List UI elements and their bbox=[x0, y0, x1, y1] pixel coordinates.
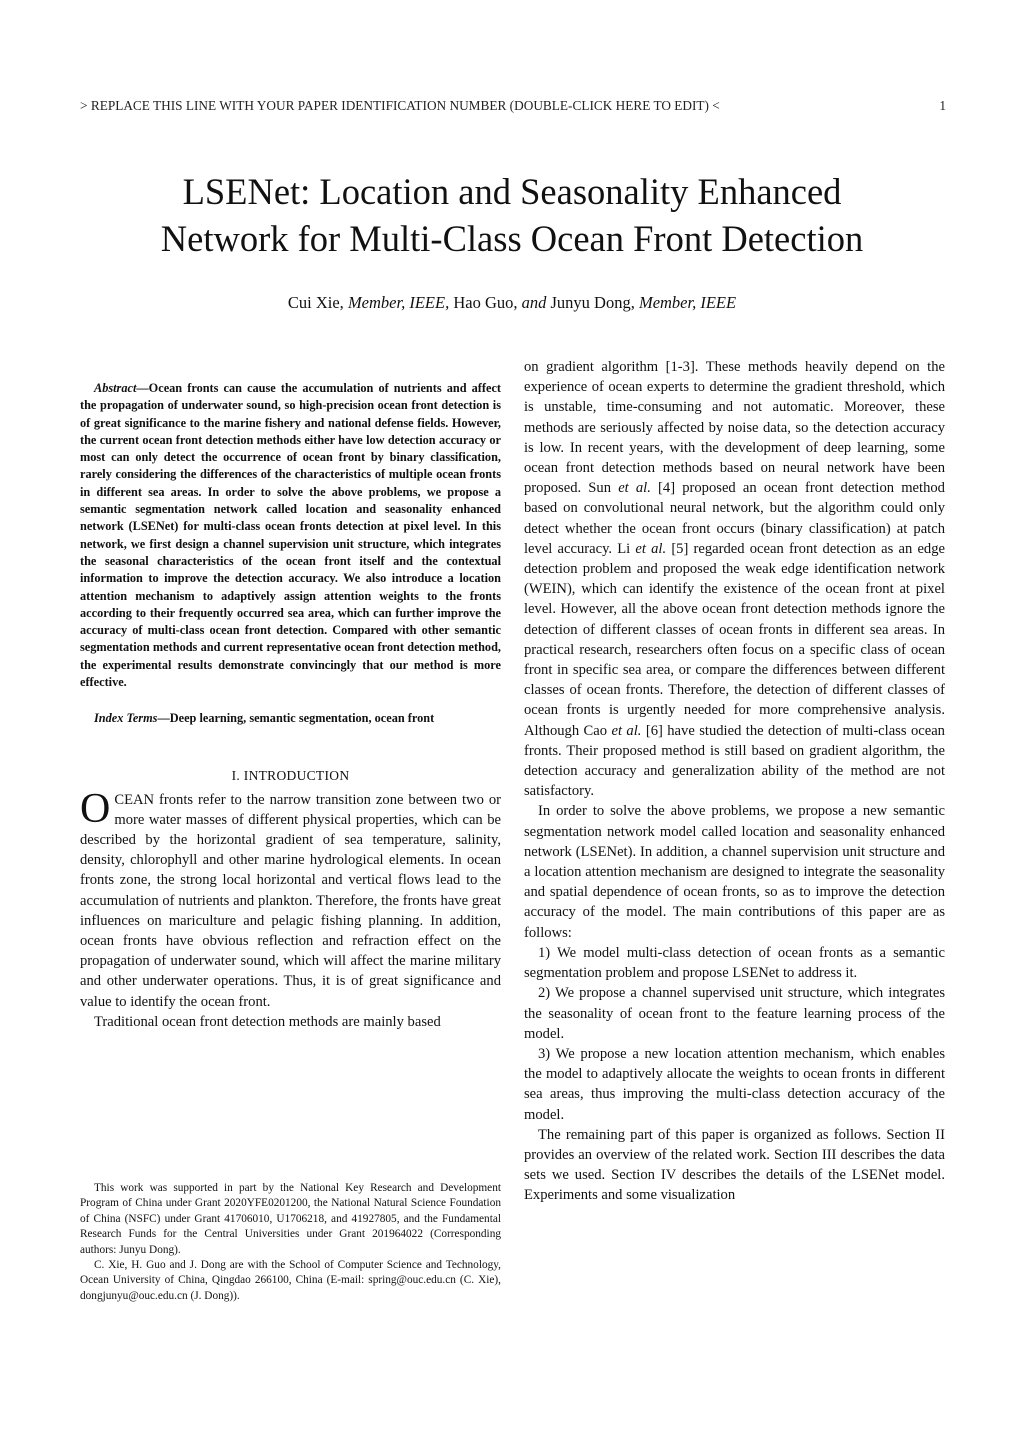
section-heading-introduction bbox=[80, 768, 501, 784]
footnote bbox=[80, 1181, 501, 1304]
contribution-2: 2) We propose a channel supervised unit structure, which integrates the seasonality of ocean front to the feature learning process of the model. bbox=[524, 985, 945, 1042]
right-p1-etal-2: et al. bbox=[635, 540, 667, 557]
right-p1-c: [5] regarded ocean front detection as an edge detection problem and proposed the weak edge identification network (WEIN), which can identify the existence of the ocean front at pixel level. However, all the above ocean front detection methods ignore the detection of different classes of ocean fronts in different sea areas. In practical research, researchers often focus on a specific class of ocean front in specific sea area, or compare the differences between different classes of ocean fronts. Therefore, the detection of different classes of ocean fronts is urgently needed for more comprehensive analysis. Although Cao bbox=[524, 540, 945, 739]
author-3: Junyu Dong, bbox=[550, 293, 635, 312]
left-column bbox=[80, 380, 501, 1032]
right-p1-etal-3: et al. bbox=[611, 722, 642, 739]
abstract-text: Ocean fronts can cause the accumulation of nutrients and affect the propagation of underwater sound, so high-precision ocean front detection is of great significance to the marine fishery and national defense fields. However, the current ocean front detection methods either have low detection accuracy or most can only detect the occurrence of ocean front by binary classification, rarely considering the differences of the characteristics of multiple ocean fronts in different sea areas. In order to solve the above problems, we propose a semantic segmentation network called location and seasonality enhanced network (LSENet) for multi-class ocean fronts detection at pixel level. In this network, we first design a channel supervision unit structure, which integrates the seasonal characteristics of the ocean front itself and the contextual information to improve the detection accuracy. We also introduce a location attention mechanism to adaptively assign attention weights to the fronts according to their frequently occurred sea area, which can further improve the accuracy of multi-class ocean front detection. Compared with other semantic segmentation methods and current representative ocean front detection method, the experimental results demonstrate convincingly that our method is more effective. bbox=[80, 381, 501, 690]
section-title-rest: NTRODUCTION bbox=[248, 767, 350, 783]
section-title-initial: I bbox=[243, 767, 249, 783]
intro-paragraph-1-text: CEAN fronts refer to the narrow transition zone between two or more water masses of different physical properties, which can be described by the horizontal gradient of sea temperature, salinity, density, chlorophyll and other marine hydrological elements. In ocean fronts zone, the strong local horizontal and vertical flows lead to the accumulation of nutrients and plankton. Therefore, the fronts have great influences on mariculture and pelagic fishing planning. In addition, ocean fronts have obvious reflection and refraction effect on the propagation of underwater sound, which will affect the marine military and other underwater operations. Thus, it is of great significance and value to identify the ocean front. bbox=[80, 791, 501, 1010]
right-p1-d: [6] have studied the detection of multi-class ocean fronts. Their proposed method is still based on gradient algorithm, the detection accuracy and generalization ability of the method are not satisfactory. bbox=[524, 722, 945, 800]
right-paragraph-1 bbox=[524, 357, 945, 801]
page-number: 1 bbox=[939, 98, 946, 113]
abstract bbox=[80, 380, 501, 691]
author-1-role: Member, IEEE, bbox=[347, 293, 450, 312]
right-paragraph-2: In order to solve the above problems, we propose a new semantic segmentation network model called location and seasonality enhanced network (LSENet). In addition, a channel supervision unit structure and a location attention mechanism are designed to integrate the seasonality and spatial dependence of ocean fronts, so as to improve the detection accuracy of the model. The main contributions of this paper are as follows: bbox=[524, 803, 945, 941]
index-terms bbox=[80, 710, 501, 727]
header-text: > REPLACE THIS LINE WITH YOUR PAPER IDENTIFICATION NUMBER (DOUBLE-CLICK HERE TO EDIT) < bbox=[80, 98, 720, 113]
abstract-dash: — bbox=[136, 381, 149, 395]
author-list bbox=[60, 293, 964, 313]
right-p1-a: on gradient algorithm [1-3]. These methods heavily depend on the experience of ocean experts to determine the gradient threshold, which is unstable, time-consuming and not automatic. Moreover, these methods are seriously affected by noise data, so the detection accuracy is low. In recent years, with the development of deep learning, some ocean front detection methods based on neural network have been proposed. Sun bbox=[524, 359, 945, 497]
right-paragraph-3: The remaining part of this paper is organized as follows. Section II provides an overview of the related work. Section III describes the data sets we used. Section IV describes the details of the LSENet model. Experiments and some visualization bbox=[524, 1126, 945, 1204]
right-p1-etal-1: et al. bbox=[618, 480, 651, 497]
paper-title bbox=[60, 168, 964, 262]
intro-paragraph-2: Traditional ocean front detection methods are mainly based bbox=[94, 1013, 441, 1030]
title-line-2: Network for Multi-Class Ocean Front Detection bbox=[160, 218, 864, 259]
author-3-role: Member, IEEE bbox=[638, 293, 737, 312]
index-terms-text: Deep learning, semantic segmentation, ocean front bbox=[169, 711, 435, 726]
intro-paragraph-1 bbox=[80, 785, 501, 1012]
contribution-3: 3) We propose a new location attention mechanism, which enables the model to adaptively allocate the weights to ocean fronts in different sea areas, thus improving the multi-class detection accuracy of the model. bbox=[524, 1045, 945, 1123]
title-line-1: LSENet: Location and Seasonality Enhanced bbox=[182, 171, 842, 212]
contribution-1: 1) We model multi-class detection of ocean fronts as a semantic segmentation problem and propose LSENet to address it. bbox=[524, 944, 945, 982]
drop-cap: O bbox=[80, 785, 111, 832]
author-1: Cui Xie, bbox=[287, 293, 344, 312]
footnote-affiliation: C. Xie, H. Guo and J. Dong are with the School of Computer Science and Technology, Ocean University of China, Qingdao 266100, China (E-mail: spring@ouc.edu.cn (C. Xie), dongjunyu@ouc.edu.cn (J. Dong)). bbox=[80, 1259, 501, 1302]
abstract-label: Abstract bbox=[94, 381, 137, 395]
section-numeral: I. bbox=[231, 767, 241, 783]
index-terms-label: Index Terms bbox=[94, 711, 158, 726]
author-2: Hao Guo, bbox=[453, 293, 518, 312]
right-column bbox=[524, 357, 945, 1206]
right-p1-b: [4] proposed an ocean front detection method based on convolutional neural network, but the algorithm could only detect whether the ocean front occurs (binary classification) at patch level accuracy. Li bbox=[524, 480, 945, 557]
index-terms-dash: — bbox=[157, 711, 170, 726]
author-and: and bbox=[521, 293, 547, 312]
footnote-funding: This work was supported in part by the National Key Research and Development Program of China under Grant 2020YFE0201200, the National Natural Science Foundation of China (NSFC) under Grant 41706010, U1706218, and 41927805, and the Fundamental Research Funds for the Central Universities under Grant 201964022 (Corresponding authors: Junyu Dong). bbox=[80, 1182, 501, 1256]
